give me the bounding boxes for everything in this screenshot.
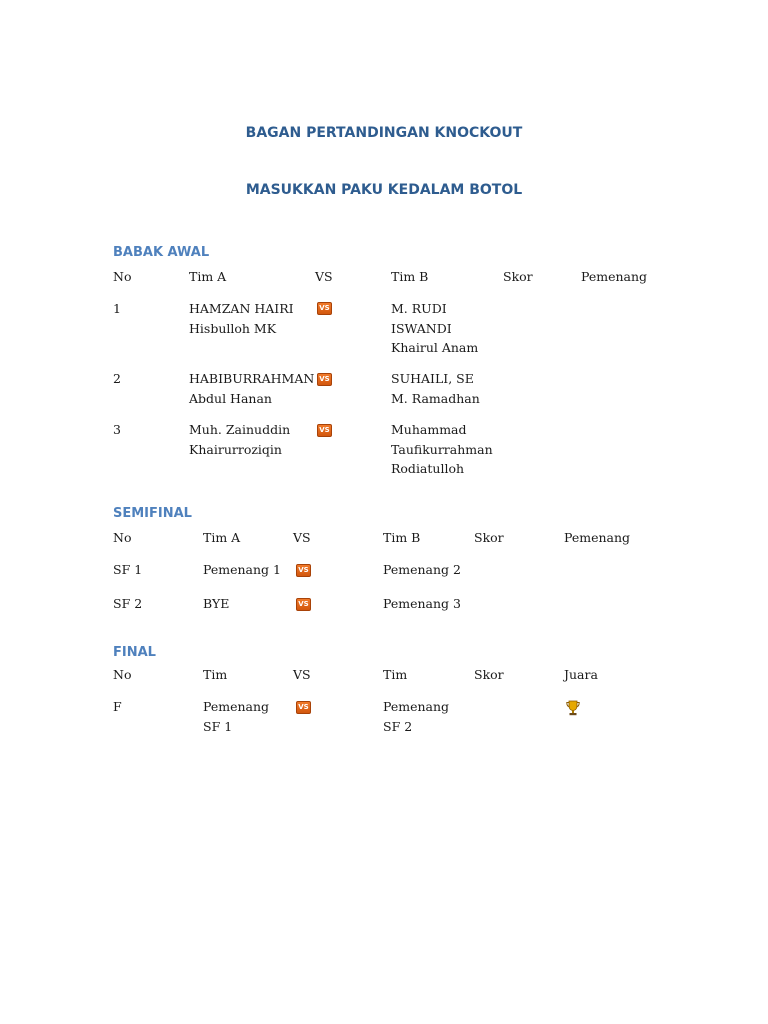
section-title-semifinal: SEMIFINAL (113, 506, 192, 521)
team-b: Pemenang SF 2 (383, 699, 450, 734)
header-tim-b: Tim B (391, 269, 429, 284)
header-no: No (113, 667, 132, 682)
team-b: Muhammad Taufikurrahman Rodiatulloh (391, 422, 493, 476)
header-skor: Skor (474, 530, 504, 545)
header-vs: VS (315, 269, 333, 284)
team-a: Muh. Zainuddin Khairurroziqin (189, 422, 291, 457)
section-title-babak-awal: BABAK AWAL (113, 245, 210, 260)
page-subtitle: MASUKKAN PAKU KEDALAM BOTOL (245, 182, 523, 198)
header-no: No (113, 530, 132, 545)
team-b: M. RUDI ISWANDI Khairul Anam (391, 301, 479, 355)
match-no: 3 (113, 422, 121, 437)
section-title-final: FINAL (113, 645, 156, 660)
match-no: SF 1 (113, 562, 143, 577)
match-no: F (113, 699, 122, 714)
header-tim-b: Tim (383, 667, 408, 682)
team-a: BYE (203, 596, 230, 611)
team-a: HABIBURRAHMAN Abdul Hanan (189, 371, 315, 406)
header-pemenang: Pemenang (581, 269, 648, 284)
page-title: BAGAN PERTANDINGAN KNOCKOUT (245, 125, 523, 141)
header-tim-b: Tim B (383, 530, 421, 545)
match-no: 1 (113, 301, 121, 316)
vs-icon: VS (296, 564, 311, 577)
vs-icon: VS (296, 701, 311, 714)
team-b: SUHAILI, SE M. Ramadhan (391, 371, 480, 406)
header-skor: Skor (503, 269, 533, 284)
vs-icon: VS (317, 373, 332, 386)
header-tim-a: Tim A (203, 530, 241, 545)
match-no: 2 (113, 371, 121, 386)
team-a: Pemenang SF 1 (203, 699, 270, 734)
team-b: Pemenang 2 (383, 562, 461, 577)
vs-icon: VS (296, 598, 311, 611)
header-skor: Skor (474, 667, 504, 682)
header-no: No (113, 269, 132, 284)
header-vs: VS (293, 667, 311, 682)
vs-icon: VS (317, 302, 332, 315)
team-b: Pemenang 3 (383, 596, 461, 611)
header-pemenang: Pemenang (564, 530, 631, 545)
header-tim-a: Tim A (189, 269, 227, 284)
match-no: SF 2 (113, 596, 143, 611)
team-a: HAMZAN HAIRI Hisbulloh MK (189, 301, 294, 336)
header-juara: Juara (564, 667, 598, 682)
trophy-icon (565, 700, 581, 716)
header-vs: VS (293, 530, 311, 545)
team-a: Pemenang 1 (203, 562, 281, 577)
vs-icon: VS (317, 424, 332, 437)
header-tim-a: Tim (203, 667, 228, 682)
